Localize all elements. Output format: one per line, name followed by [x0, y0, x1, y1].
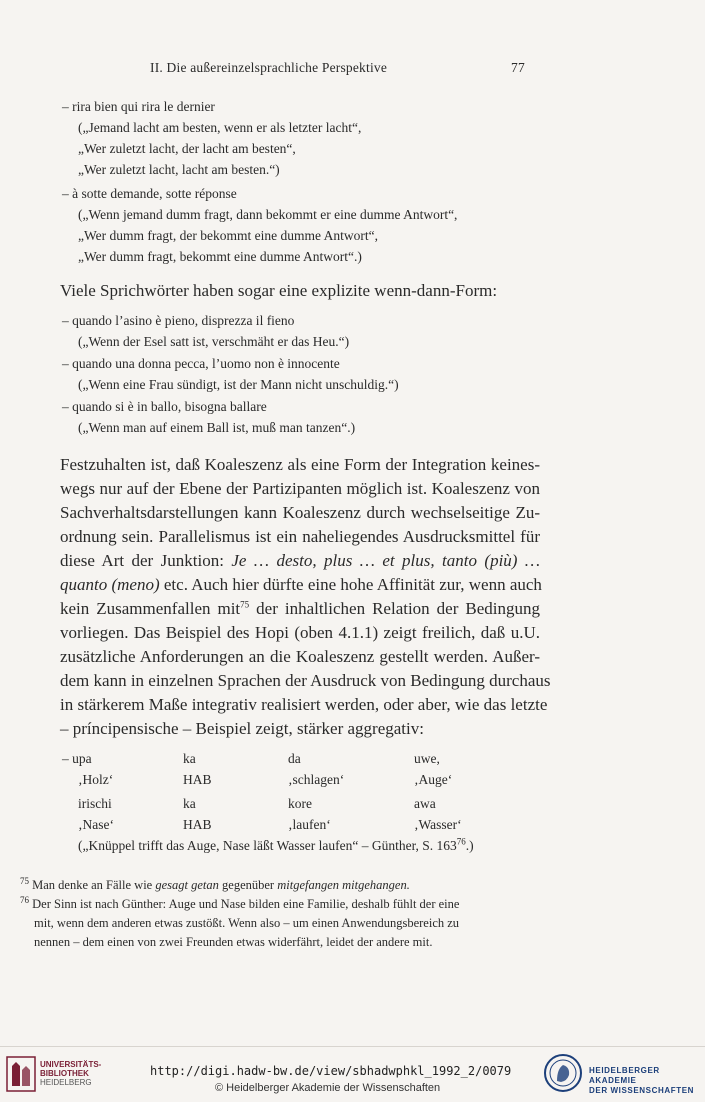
- gloss-cell: – upa: [62, 751, 92, 766]
- intro-line: Viele Sprichwörter haben sogar eine explizite wenn-dann-Form:: [60, 281, 498, 300]
- gloss-cell: ‚Wasser‘: [414, 817, 462, 832]
- university-library-name: UNIVERSITÄTS- BIBLIOTHEK HEIDELBERG: [40, 1060, 102, 1087]
- gloss-cell: irischi: [78, 796, 112, 811]
- paragraph-line: – príncipensische – Beispiel zeigt, stärker aggregativ:: [60, 719, 424, 738]
- example-line: („Wenn eine Frau sündigt, ist der Mann nicht unschuldig.“): [78, 377, 399, 392]
- paragraph-line: quanto (meno) etc. Auch hier dürfte eine hohe Affinität zur, wenn auch: [60, 575, 542, 594]
- paragraph-line: kein Zusammenfallen mit$^{75}$ der inhaltlichen Relation der Bedingung: [60, 599, 540, 618]
- copyright-notice: © Heidelberger Akademie der Wissenschaften: [215, 1082, 441, 1094]
- footnote-line: nennen – dem einen von zwei Freunden etwas widerfährt, leidet der andere mit.: [34, 935, 433, 949]
- paragraph-line: ordnung sein. Parallelismus ist ein naheliegendes Ausdrucksmittel für: [60, 527, 540, 546]
- gloss-cell: kore: [288, 796, 312, 811]
- footnote-line: mit, wenn dem anderen etwas zustößt. Wenn also – um einen Anwendungsbereich zu: [34, 916, 460, 930]
- university-library-logo: [6, 1056, 36, 1092]
- gloss-cell: awa: [414, 796, 436, 811]
- example-line: „Wer dumm fragt, bekommt eine dumme Antwort“.): [78, 249, 362, 264]
- gloss-cell: ka: [183, 796, 196, 811]
- gloss-cell: ‚schlagen‘: [288, 772, 345, 787]
- example-line: – quando si è in ballo, bisogna ballare: [62, 399, 267, 414]
- paragraph-line: diese Art der Junktion: Je … desto, plus … et plus, tanto (più) …: [60, 551, 540, 570]
- example-line: „Wer zuletzt lacht, lacht am besten.“): [78, 162, 280, 177]
- permalink-url[interactable]: http://digi.hadw-bw.de/view/sbhadwphkl_1992_2/0079: [150, 1064, 512, 1078]
- paragraph-line: in stärkerem Maße integrativ realisiert werden, oder aber, wie das letzte: [60, 695, 548, 714]
- paragraph-line: Festzuhalten ist, daß Koaleszenz als eine Form der Integration keines-: [60, 455, 540, 474]
- gloss-cell: ka: [183, 751, 196, 766]
- gloss-cell: ‚laufen‘: [288, 817, 331, 832]
- footnote-number: 75: [20, 875, 29, 886]
- example-line: („Wenn man auf einem Ball ist, muß man tanzen“.): [78, 420, 356, 435]
- gloss-cell: HAB: [183, 817, 212, 832]
- academy-seal-icon: [543, 1053, 583, 1093]
- example-line: („Wenn der Esel satt ist, verschmäht er das Heu.“): [78, 334, 350, 349]
- paragraph-line: Sachverhaltsdarstellungen kann Koaleszenz durch wechselseitige Zu-: [60, 503, 540, 522]
- running-title: II. Die außereinzelsprachliche Perspektive: [150, 60, 388, 75]
- paragraph-line: zusätzliche Anforderungen an die Koaleszenz gestellt werden. Außer-: [60, 647, 540, 666]
- paragraph-line: wegs nur auf der Ebene der Partizipanten möglich ist. Koaleszenz von: [60, 479, 540, 498]
- paragraph-line: dem kann in einzelnen Sprachen der Ausdruck von Bedingung durchaus: [60, 671, 551, 690]
- example-line: – rira bien qui rira le dernier: [62, 99, 215, 114]
- footnote-ref: 75: [240, 599, 250, 610]
- gloss-cell: ‚Nase‘: [78, 817, 114, 832]
- example-line: – quando una donna pecca, l’uomo non è innocente: [62, 356, 340, 371]
- academy-name: HEIDELBERGER AKADEMIE DER WISSENSCHAFTEN: [589, 1066, 695, 1095]
- example-line: „Wer dumm fragt, der bekommt eine dumme Antwort“,: [78, 228, 378, 243]
- example-line: – quando l’asino è pieno, disprezza il fieno: [62, 313, 295, 328]
- footnote-75: $^{75}$ Man denke an Fälle wie gesagt getan gegenüber mitgefangen mitgehangen.: [20, 875, 410, 892]
- gloss-cell: ‚Holz‘: [78, 772, 114, 787]
- footnote-ref: 76: [456, 836, 466, 847]
- footnote-76: $^{76}$ Der Sinn ist nach Günther: Auge und Nase bilden eine Familie, deshalb fühlt der eine: [20, 894, 460, 911]
- gloss-cell: HAB: [183, 772, 212, 787]
- gloss-translation: („Knüppel trifft das Auge, Nase läßt Wasser laufen“ – Günther, S. $163^{76}$.): [78, 836, 474, 853]
- gloss-cell: da: [288, 751, 301, 766]
- paragraph-line: vorliegen. Das Beispiel des Hopi (oben 4.1.1) zeigt freilich, daß u.U.: [60, 623, 540, 642]
- example-line: „Wer zuletzt lacht, der lacht am besten“,: [78, 141, 296, 156]
- footer-divider: [0, 1046, 705, 1047]
- gloss-cell: uwe,: [414, 751, 440, 766]
- example-line: („Wenn jemand dumm fragt, dann bekommt er eine dumme Antwort“,: [78, 207, 458, 222]
- example-line: („Jemand lacht am besten, wenn er als letzter lacht“,: [78, 120, 362, 135]
- footnote-number: 76: [20, 894, 29, 905]
- example-line: – à sotte demande, sotte réponse: [62, 186, 237, 201]
- gloss-cell: ‚Auge‘: [414, 772, 453, 787]
- page-number: 77: [511, 60, 525, 75]
